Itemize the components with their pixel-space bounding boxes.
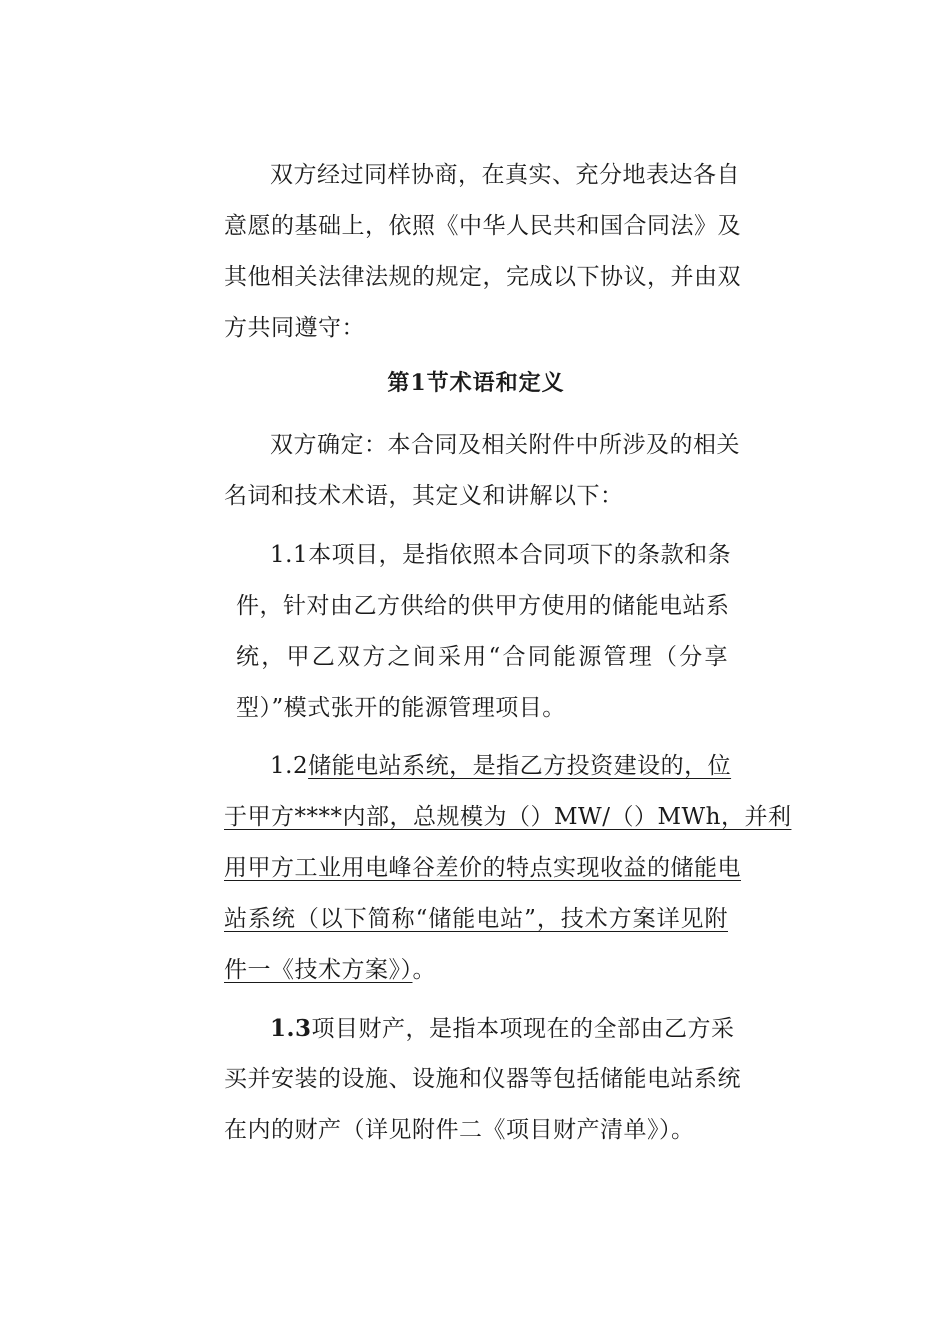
intro-line-3: 其他相关法律法规的规定，完成以下协议，并由双 — [224, 264, 741, 290]
clause-1-3-line-1 — [224, 1003, 735, 1054]
intro-line-1: 双方经过同样协商，在真实、充分地表达各自 — [270, 162, 740, 188]
clause-1-2-line-2: 于甲方****内部，总规模为（）MW/（）MWh，并利 — [224, 804, 792, 830]
definition-paragraph — [224, 420, 740, 522]
clause-1-1-line-4: 型）”模式张开的能源管理项目。 — [236, 695, 566, 721]
clause-1-3-number: 1.3 — [270, 1015, 312, 1042]
clause-1-2-line-1 — [224, 741, 732, 792]
clause-1-3-line-3: 在内的财产（详见附件二《项目财产清单》）。 — [224, 1117, 695, 1143]
intro-line-4: 方共同遵守： — [224, 315, 365, 341]
clause-1-3-line-1-text: 项目财产，是指本项现在的全部由乙方采 — [311, 1016, 735, 1042]
clause-1-1-line-1: 1.1本项目，是指依照本合同项下的条款和条 — [270, 542, 732, 568]
clause-1-2-line-5-text: 件一《技术方案》） — [224, 957, 413, 983]
clause-1-2-line-1-text: 储能电站系统，是指乙方投资建设的，位 — [308, 753, 732, 779]
clause-1-2-line-5 — [224, 945, 728, 996]
clause-1-3 — [224, 1003, 741, 1156]
clause-1-2-line-3: 用甲方工业用电峰谷差价的特点实现收益的储能电 — [224, 855, 741, 881]
clause-1-2-line-4: 站系统（以下简称“储能电站”，技术方案详见附 — [224, 906, 728, 932]
clause-1-1-line-3: 统，甲乙双方之间采用“合同能源管理（分享 — [236, 644, 728, 670]
section-heading: 第1节术语和定义 — [387, 370, 565, 396]
clause-1-2-number: 1.2 — [270, 753, 309, 779]
definition-line-2: 名词和技术术语，其定义和讲解以下： — [224, 483, 624, 509]
clause-1-1-line-2: 件，针对由乙方供给的供甲方使用的储能电站系 — [236, 593, 730, 619]
clause-1-3-line-2: 买并安装的设施、设施和仪器等包括储能电站系统 — [224, 1066, 741, 1092]
intro-paragraph — [224, 150, 741, 354]
clause-1-2-end-punct: 。 — [412, 957, 436, 983]
intro-line-2: 意愿的基础上，依照《中华人民共和国合同法》及 — [224, 213, 741, 239]
definition-line-1: 双方确定：本合同及相关附件中所涉及的相关 — [270, 432, 740, 458]
clause-1-2 — [224, 741, 792, 996]
clause-1-1 — [224, 530, 732, 734]
